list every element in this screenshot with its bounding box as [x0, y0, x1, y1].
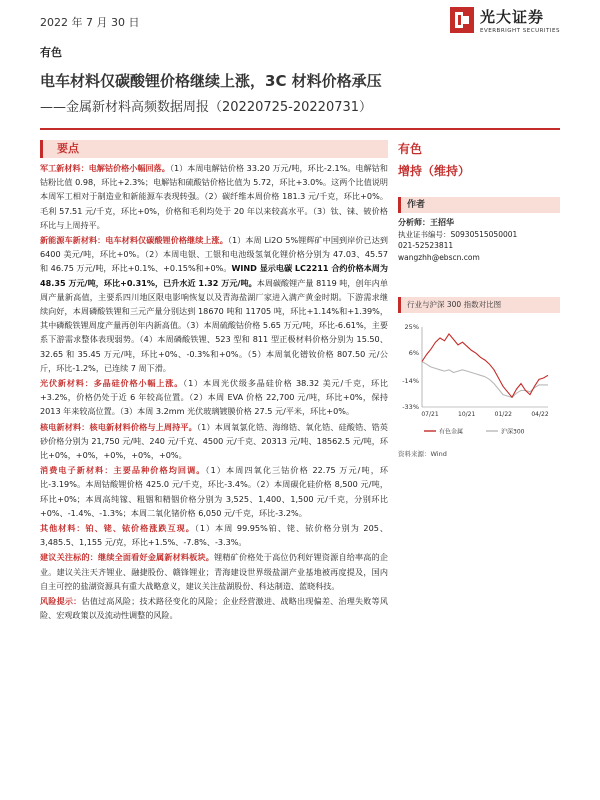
key-point-lead: 军工新材料：电解钴价格小幅回落。 — [40, 163, 170, 173]
chart-x-tick-label: 01/22 — [494, 411, 512, 418]
brand-logo-icon — [450, 7, 474, 33]
chart-y-tick-label: -14% — [402, 376, 419, 385]
key-point-text: 锂精矿价格处于高位仍利好锂资源自给率高的企业。建议关注天齐锂业、融捷股份、赣锋锂业；青海建设世界级盐湖产业基地被再度提及，国内自主可控的盐湖资源具有重大战略意义，建议关注盐湖股份、科达制造、蓝晓科技。 — [40, 552, 388, 591]
chart-x-tick-label: 04/22 — [531, 411, 549, 418]
chart-y-tick-label: 6% — [408, 349, 419, 358]
author-heading: 作者 — [398, 197, 560, 213]
sector-label: 有色 — [40, 46, 62, 59]
chart-x-tick-label: 10/21 — [458, 411, 476, 418]
key-point-text: （1）本周电解钴价格 33.20 万元/吨，环比-2.1%。电解钴和钴粉比值 0.98，环比+2.3%；电解钴和硫酸钴价格比值为 5.72，环比+3.0%。这两个比值说明本周军工相对于制造业和新能源车表现转强。（2）碳纤维本周价格 181.3 元/千克，环比+0%。毛利 57.51 元/千克，环比+0%，价格和毛利均处于 20 年以来较高水平。（3）钛、铼、铍价格环比与上周持平。 — [40, 163, 388, 230]
report-date: 2022 年 7 月 30 日 — [40, 16, 140, 29]
chart-source: 资料来源：Wind — [398, 450, 447, 458]
report-subtitle: ——金属新材料高频数据周报（20220725-20220731） — [40, 100, 373, 115]
key-point-text: 估值过高风险；技术路径变化的风险；企业经营激进、战略出现偏差、治理失败等风险、宏观政策以及流动性调整的风险。 — [40, 596, 388, 621]
rating-sector: 有色 — [398, 142, 423, 156]
chart-y-tick-label: -33% — [402, 403, 419, 411]
key-point-lead: 消费电子新材料：主要品种价格均回调。 — [40, 465, 206, 476]
email-address: wangzhh@ebscn.com — [398, 252, 480, 262]
key-point-paragraph — [40, 521, 388, 549]
key-point-paragraph — [40, 233, 388, 375]
key-point-paragraph — [40, 161, 388, 232]
chart-svg — [398, 317, 560, 447]
key-point-paragraph — [40, 420, 388, 463]
chart-series-line — [422, 334, 548, 397]
key-point-text: WIND 显示电碳 LC2211 合约价格本周为 48.35 万元/吨，环比+0.31%，已升水近 1.32 万元/吨。 — [40, 263, 388, 288]
key-point-text: （1）本周 Li2O 5%锂辉矿中国到岸价已达到 6400 美元/吨，环比+0%。（2）本周电银、工银和电池级氢氧化锂价格分别为 47.03、45.57 和 46.75 万元/吨，环比+0.1%、+0.15%和+0%。 — [40, 235, 388, 274]
key-point-paragraph — [40, 594, 388, 622]
key-point-lead: 核电新材料：核电新材料价格与上周持平。 — [40, 421, 197, 432]
report-title: 电车材料仅碳酸锂价格继续上涨，3C 材料价格承压 — [40, 72, 382, 90]
key-point-lead: 风险提示： — [40, 596, 82, 607]
license-number: 执业证书编号：S0930515050001 — [398, 229, 518, 239]
brand-name-en: EVERBRIGHT SECURITIES — [480, 28, 560, 34]
key-point-paragraph — [40, 376, 388, 419]
key-point-lead: 光伏新材料：多晶硅价格小幅上涨。 — [40, 378, 184, 389]
chart-series-line — [422, 362, 548, 398]
chart-x-tick-label: 07/21 — [421, 411, 439, 418]
key-point-lead: 建议关注标的：继续全面看好金属新材料板块。 — [40, 552, 215, 563]
analyst-name: 分析师：王招华 — [398, 218, 454, 227]
side-column — [398, 140, 560, 458]
chart-legend-label: 有色金属 — [439, 428, 464, 436]
phone-number: 021-52523811 — [398, 241, 454, 250]
key-point-text: （1）本周 99.95%铂、铑、铱价格分别为 205、3,485.5、1,155 元/克，环比+1.5%、-7.8%、-3.3%。 — [40, 523, 388, 548]
key-point-paragraph — [40, 550, 388, 593]
rating-value: 增持（维持） — [398, 164, 471, 178]
author-info — [398, 217, 560, 263]
brand-logo — [450, 6, 560, 34]
main-column — [40, 140, 388, 624]
key-point-lead: 新能源车新材料：电车材料仅碳酸锂价格继续上涨。 — [40, 235, 228, 246]
key-point-paragraph — [40, 463, 388, 520]
chart-legend-label: 沪深300 — [501, 428, 525, 436]
key-point-text: （1）本周光伏级多晶硅价格 38.32 美元/千克，环比+3.2%，价格仍处于近 6 年较高位置。（2）本周 EVA 价格 22,700 元/吨，环比+0%，保持 2013 年来较高位置。（3）本周 3.2mm 光伏玻璃镀膜价格 27.5 元/平米，环比+0%。 — [40, 378, 388, 417]
header-divider — [40, 128, 560, 130]
chart-y-tick-label: 25% — [404, 323, 419, 331]
key-points-heading: 要点 — [40, 140, 388, 158]
key-points-body — [40, 161, 388, 623]
key-point-lead: 其他材料：铂、铑、铱价格涨跌互现。 — [40, 523, 195, 534]
index-comparison-chart — [398, 317, 560, 447]
key-point-text: （1）本周氧氯化锆、海绵锆、氧化锆、硅酸锆、锆英砂价格分别为 21,750 元/吨、240 元/千克、4500 元/千克、20313 元/吨、18562.5 元/吨，环比+0%，+0%，+0%，+0%，+0%。 — [40, 421, 388, 461]
key-point-text: （1）本周四氧化三钴价格 22.75 万元/吨，环比-3.19%。本周钴酸锂价格 425.0 元/千克，环比-3.4%。（2）本周碳化硅价格 8,500 元/吨，环比+0%；本周高纯镓、粗铟和精铟价格分别为 3,525、1,400、1,500 元/千克，分别环比+0%、-1.4%、-1.3%；本周二氧化锗价格 6,050 元/千克，环比-3.2%。 — [40, 465, 388, 518]
key-point-text: 本周碳酸锂产量 8119 吨，创年内单周产量新高值，主要系四川地区限电影响恢复以及青海盐湖厂家进入满产黄金时期。下游需求继续向好，本周磷酸铁锂和三元产量分别达到 18670 吨和 11705 吨，环比+1.14%和+1.39%，其中磷酸铁锂周度产量再创年内新高值。（3）本周硫酸钴价格 5.65 万元/吨，环比-6.61%，主要系下游需求整体表现弱势。（4）本周磷酸铁锂、523 型和 811 型正极材料价格分别为 15.50、32.65 和 35.45 万元/吨，环比+0%、-0.3%和+0%。（5）本周氧化镨钕价格 807.50 元/公斤，环比-1.2%，已连续 7 周下滑。 — [40, 277, 388, 373]
brand-name-cn: 光大证券 — [480, 8, 545, 26]
chart-heading: 行业与沪深 300 指数对比图 — [398, 297, 560, 313]
